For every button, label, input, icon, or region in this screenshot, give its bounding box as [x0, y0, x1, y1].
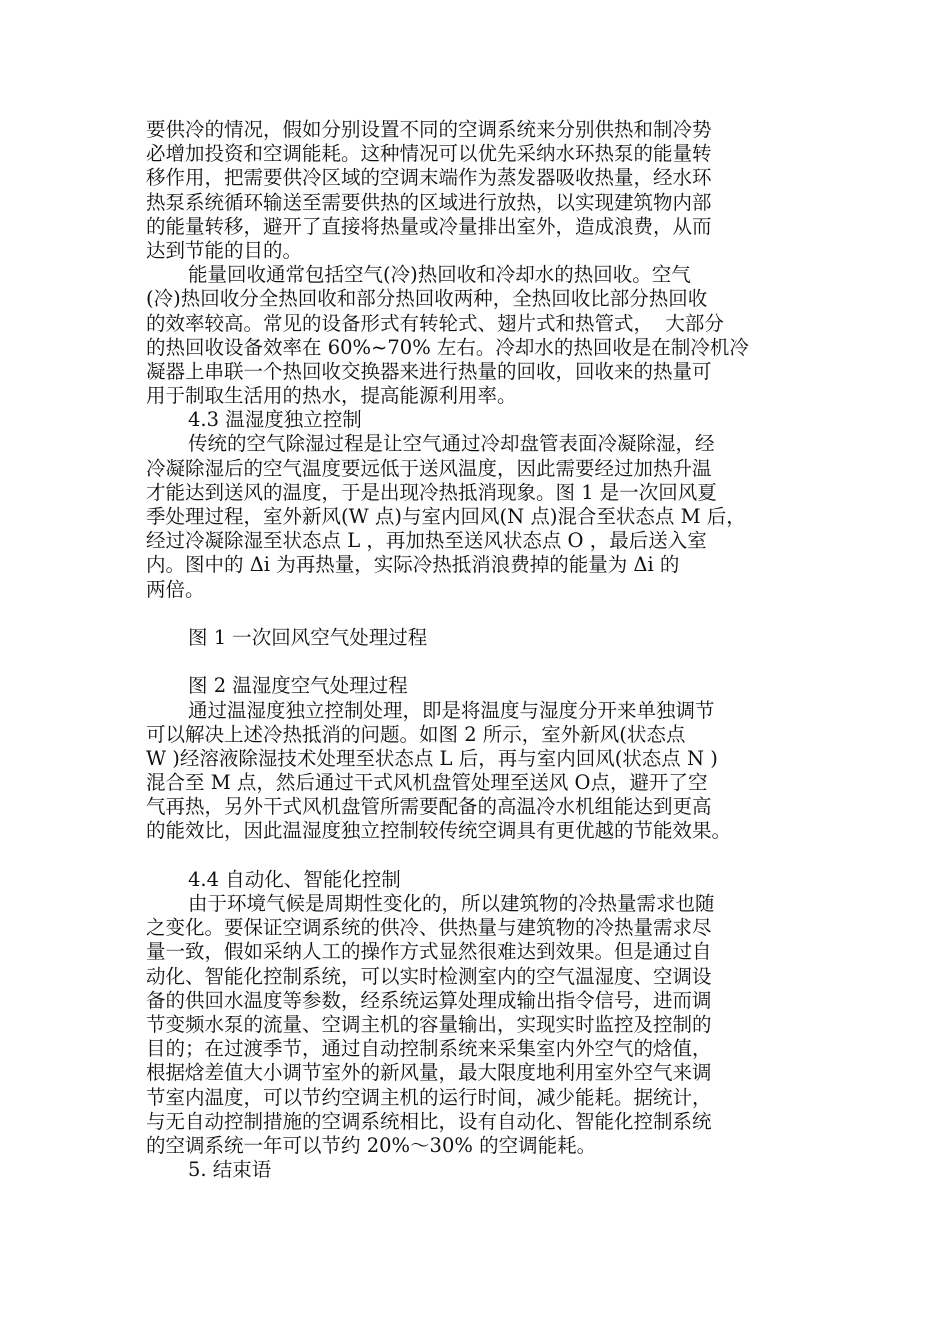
paragraph	[146, 263, 816, 408]
text-line: W )经溶液除湿技术处理至状态点 L 后，再与室内回风(状态点 N )	[146, 746, 718, 770]
text-line: 4.4 自动化、智能化控制	[188, 867, 401, 891]
text-line: 必增加投资和空调能耗。这种情况可以优先采纳水环热泵的能量转	[146, 142, 712, 166]
text-line: 达到节能的目的。	[146, 238, 303, 262]
text-line: 通过温湿度独立控制处理，即是将温度与湿度分开来单独调节	[188, 698, 715, 722]
text-line: 移作用，把需要供冷区域的空调末端作为蒸发器吸收热量，经水环	[146, 166, 712, 190]
text-line: 冷凝除湿后的空气温度要远低于送风温度，因此需要经过加热升温	[146, 456, 712, 480]
text-line: 才能达到送风的温度，于是出现冷热抵消现象。图 1 是一次回风夏	[146, 480, 717, 504]
text-line: 节室内温度，可以节约空调主机的运行时间，减少能耗。据统计，	[146, 1085, 712, 1109]
text-line: 季处理过程，室外新风(W 点)与室内回风(N 点)混合至状态点 M 后，	[146, 505, 746, 528]
text-line: 热泵系统循环输送至需要供热的区域进行放热，以实现建筑物内部	[146, 190, 712, 214]
text-line: 由于环境气候是周期性变化的，所以建筑物的冷热量需求也随	[188, 892, 715, 915]
text-line: 与无自动控制措施的空调系统相比，设有自动化、智能化控制系统	[146, 1109, 712, 1133]
document-body	[146, 118, 816, 1182]
paragraph	[146, 892, 816, 1158]
text-line: 经过冷凝除湿至状态点 L ，再加热至送风状态点 O ，最后送入室	[146, 529, 707, 553]
text-line: 混合至 M 点，然后通过干式风机盘管处理至送风 O点，避开了空	[146, 771, 708, 795]
text-line: 备的供回水温度等参数，经系统运算处理成输出指令信号，进而调	[146, 988, 712, 1012]
paragraph	[146, 868, 816, 892]
paragraph-spacer	[146, 844, 816, 868]
text-line: 节变频水泵的流量、空调主机的容量输出，实现实时监控及控制的	[146, 1012, 712, 1036]
text-line: 凝器上串联一个热回收交换器来进行热量的回收，回收来的热量可	[146, 359, 712, 383]
text-line: 4.3 温湿度独立控制	[188, 408, 362, 432]
text-line: 传统的空气除湿过程是让空气通过冷却盘管表面冷凝除湿，经	[188, 432, 715, 456]
paragraph-spacer	[146, 602, 816, 626]
paragraph	[146, 699, 816, 844]
text-line: 两倍。	[146, 577, 205, 601]
text-line: 的能量转移，避开了直接将热量或冷量排出室外，造成浪费，从而	[146, 214, 712, 238]
text-line: 图 2 温湿度空气处理过程	[188, 674, 408, 698]
text-line: 目的；在过渡季节，通过自动控制系统来采集室内外空气的焓值，	[146, 1037, 712, 1061]
paragraph	[146, 626, 816, 650]
text-line: 根据焓差值大小调节室外的新风量，最大限度地利用室外空气来调	[146, 1061, 712, 1085]
text-line: 的空调系统一年可以节约 20%～30% 的空调能耗。	[146, 1133, 597, 1157]
text-line: 气再热，另外干式风机盘管所需要配备的高温冷水机组能达到更高	[146, 795, 712, 819]
text-line: 要供冷的情况，假如分别设置不同的空调系统来分别供热和制冷势	[146, 118, 712, 141]
text-line: 用于制取生活用的热水，提高能源利用率。	[146, 384, 517, 408]
paragraph	[146, 674, 816, 698]
text-line: 动化、智能化控制系统，可以实时检测室内的空气温湿度、空调设	[146, 964, 712, 988]
text-line: 5. 结束语	[188, 1158, 272, 1182]
text-line: 量一致，假如采纳人工的操作方式显然很难达到效果。但是通过自	[146, 940, 712, 964]
paragraph-spacer	[146, 650, 816, 674]
text-line: 可以解决上述冷热抵消的问题。如图 2 所示，室外新风(状态点	[146, 722, 686, 746]
text-line: (冷)热回收分全热回收和部分热回收两种，全热回收比部分热回收	[146, 287, 708, 311]
text-line: 之变化。要保证空调系统的供冷、供热量与建筑物的冷热量需求尽	[146, 916, 712, 940]
paragraph	[146, 1158, 816, 1182]
text-line: 的热回收设备效率在 60%~70% 左右。冷却水的热回收是在制冷机冷	[146, 335, 749, 359]
paragraph	[146, 118, 816, 263]
paragraph	[146, 408, 816, 432]
text-line: 内。图中的 Δi 为再热量，实际冷热抵消浪费掉的能量为 Δi 的	[146, 553, 680, 577]
text-line: 图 1 一次回风空气处理过程	[188, 625, 428, 649]
paragraph	[146, 432, 816, 601]
text-line: 能量回收通常包括空气(冷)热回收和冷却水的热回收。空气	[188, 263, 691, 287]
text-line: 的能效比，因此温湿度独立控制较传统空调具有更优越的节能效果。	[146, 819, 732, 843]
text-line: 的效率较高。常见的设备形式有转轮式、翅片式和热管式， 大部分	[146, 311, 724, 335]
